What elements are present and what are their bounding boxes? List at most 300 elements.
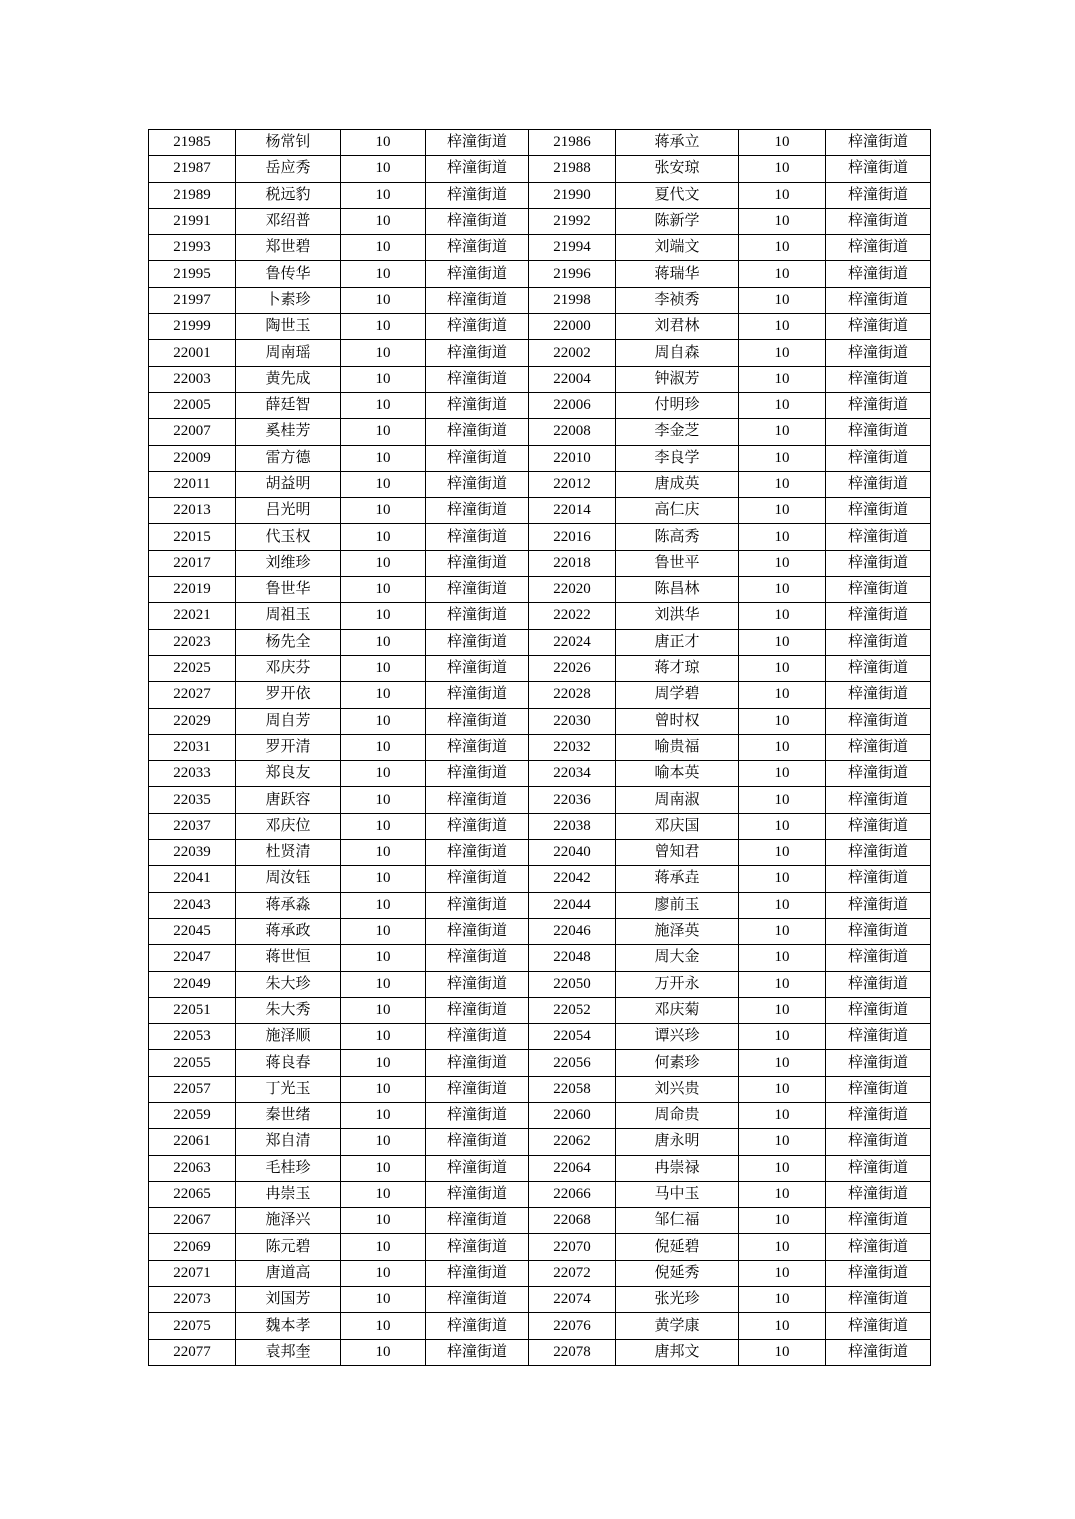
serial-number-cell: 22015	[149, 524, 236, 550]
serial-number-cell: 22032	[529, 734, 616, 760]
score-cell: 10	[739, 761, 826, 787]
serial-number-cell: 21989	[149, 182, 236, 208]
serial-number-cell: 22043	[149, 892, 236, 918]
district-cell: 梓潼街道	[826, 577, 931, 603]
person-name-cell: 廖前玉	[616, 892, 739, 918]
person-name-cell: 张安琼	[616, 156, 739, 182]
serial-number-cell: 21999	[149, 314, 236, 340]
person-name-cell: 罗开依	[236, 682, 341, 708]
score-cell: 10	[341, 1050, 426, 1076]
table-row	[149, 577, 931, 603]
serial-number-cell: 21990	[529, 182, 616, 208]
table-row	[149, 287, 931, 313]
table-row	[149, 419, 931, 445]
district-cell: 梓潼街道	[426, 366, 529, 392]
person-name-cell: 周自森	[616, 340, 739, 366]
score-cell: 10	[739, 997, 826, 1023]
score-cell: 10	[739, 1129, 826, 1155]
score-cell: 10	[341, 682, 426, 708]
score-cell: 10	[341, 550, 426, 576]
person-name-cell: 杨先全	[236, 629, 341, 655]
district-cell: 梓潼街道	[426, 997, 529, 1023]
serial-number-cell: 21985	[149, 130, 236, 156]
table-row	[149, 1102, 931, 1128]
district-cell: 梓潼街道	[826, 1076, 931, 1102]
serial-number-cell: 22052	[529, 997, 616, 1023]
district-cell: 梓潼街道	[426, 918, 529, 944]
score-cell: 10	[739, 261, 826, 287]
person-name-cell: 唐邦文	[616, 1339, 739, 1365]
district-cell: 梓潼街道	[426, 182, 529, 208]
person-name-cell: 代玉权	[236, 524, 341, 550]
person-name-cell: 倪延秀	[616, 1260, 739, 1286]
district-cell: 梓潼街道	[826, 366, 931, 392]
table-row	[149, 655, 931, 681]
district-cell: 梓潼街道	[426, 734, 529, 760]
person-name-cell: 曾时权	[616, 708, 739, 734]
table-row	[149, 840, 931, 866]
serial-number-cell: 22066	[529, 1181, 616, 1207]
person-name-cell: 罗开清	[236, 734, 341, 760]
serial-number-cell: 22040	[529, 840, 616, 866]
table-row	[149, 682, 931, 708]
district-cell: 梓潼街道	[826, 130, 931, 156]
serial-number-cell: 22037	[149, 813, 236, 839]
serial-number-cell: 22011	[149, 471, 236, 497]
district-cell: 梓潼街道	[426, 1287, 529, 1313]
score-cell: 10	[739, 813, 826, 839]
serial-number-cell: 22023	[149, 629, 236, 655]
district-cell: 梓潼街道	[826, 1208, 931, 1234]
table-row	[149, 813, 931, 839]
serial-number-cell: 21991	[149, 208, 236, 234]
serial-number-cell: 22077	[149, 1339, 236, 1365]
district-cell: 梓潼街道	[826, 445, 931, 471]
district-cell: 梓潼街道	[826, 840, 931, 866]
district-cell: 梓潼街道	[426, 892, 529, 918]
score-cell: 10	[341, 1181, 426, 1207]
serial-number-cell: 22076	[529, 1313, 616, 1339]
district-cell: 梓潼街道	[826, 1260, 931, 1286]
serial-number-cell: 22024	[529, 629, 616, 655]
score-cell: 10	[341, 156, 426, 182]
district-cell: 梓潼街道	[826, 603, 931, 629]
serial-number-cell: 21998	[529, 287, 616, 313]
district-cell: 梓潼街道	[426, 1050, 529, 1076]
score-cell: 10	[341, 1339, 426, 1365]
score-cell: 10	[341, 1129, 426, 1155]
serial-number-cell: 22006	[529, 392, 616, 418]
district-cell: 梓潼街道	[426, 1234, 529, 1260]
person-name-cell: 蒋良春	[236, 1050, 341, 1076]
person-name-cell: 李金芝	[616, 419, 739, 445]
table-row	[149, 1129, 931, 1155]
score-cell: 10	[341, 419, 426, 445]
score-cell: 10	[341, 866, 426, 892]
score-cell: 10	[739, 1024, 826, 1050]
table-row	[149, 734, 931, 760]
district-cell: 梓潼街道	[826, 813, 931, 839]
district-cell: 梓潼街道	[826, 1181, 931, 1207]
score-cell: 10	[341, 840, 426, 866]
person-name-cell: 刘维珍	[236, 550, 341, 576]
score-cell: 10	[739, 287, 826, 313]
score-cell: 10	[739, 314, 826, 340]
person-name-cell: 施泽顺	[236, 1024, 341, 1050]
serial-number-cell: 22059	[149, 1102, 236, 1128]
district-cell: 梓潼街道	[426, 524, 529, 550]
score-cell: 10	[739, 1313, 826, 1339]
district-cell: 梓潼街道	[826, 918, 931, 944]
score-cell: 10	[739, 1287, 826, 1313]
person-name-cell: 施泽英	[616, 918, 739, 944]
person-name-cell: 鲁世平	[616, 550, 739, 576]
table-row	[149, 1024, 931, 1050]
person-name-cell: 蒋承淼	[236, 892, 341, 918]
district-cell: 梓潼街道	[826, 261, 931, 287]
person-name-cell: 周大金	[616, 945, 739, 971]
score-cell: 10	[341, 1076, 426, 1102]
serial-number-cell: 22027	[149, 682, 236, 708]
score-cell: 10	[341, 1208, 426, 1234]
serial-number-cell: 21992	[529, 208, 616, 234]
person-name-cell: 蒋承政	[236, 918, 341, 944]
score-cell: 10	[341, 314, 426, 340]
score-cell: 10	[739, 471, 826, 497]
district-cell: 梓潼街道	[826, 787, 931, 813]
district-cell: 梓潼街道	[426, 971, 529, 997]
district-cell: 梓潼街道	[826, 1313, 931, 1339]
district-cell: 梓潼街道	[426, 261, 529, 287]
district-cell: 梓潼街道	[426, 840, 529, 866]
score-cell: 10	[341, 971, 426, 997]
district-cell: 梓潼街道	[826, 682, 931, 708]
person-name-cell: 周祖玉	[236, 603, 341, 629]
person-name-cell: 丁光玉	[236, 1076, 341, 1102]
person-name-cell: 蒋承立	[616, 130, 739, 156]
serial-number-cell: 21995	[149, 261, 236, 287]
person-name-cell: 魏本孝	[236, 1313, 341, 1339]
district-cell: 梓潼街道	[426, 235, 529, 261]
score-cell: 10	[739, 366, 826, 392]
table-row	[149, 1287, 931, 1313]
person-name-cell: 唐道高	[236, 1260, 341, 1286]
serial-number-cell: 22075	[149, 1313, 236, 1339]
person-name-cell: 倪延碧	[616, 1234, 739, 1260]
score-cell: 10	[739, 1181, 826, 1207]
score-cell: 10	[341, 445, 426, 471]
table-row	[149, 761, 931, 787]
district-cell: 梓潼街道	[426, 708, 529, 734]
score-cell: 10	[739, 892, 826, 918]
serial-number-cell: 22068	[529, 1208, 616, 1234]
serial-number-cell: 22036	[529, 787, 616, 813]
district-cell: 梓潼街道	[426, 130, 529, 156]
serial-number-cell: 22031	[149, 734, 236, 760]
district-cell: 梓潼街道	[426, 498, 529, 524]
person-name-cell: 岳应秀	[236, 156, 341, 182]
score-cell: 10	[341, 892, 426, 918]
table-row	[149, 156, 931, 182]
person-name-cell: 万开永	[616, 971, 739, 997]
district-cell: 梓潼街道	[826, 1155, 931, 1181]
district-cell: 梓潼街道	[426, 419, 529, 445]
district-cell: 梓潼街道	[826, 761, 931, 787]
table-row	[149, 130, 931, 156]
person-name-cell: 刘兴贵	[616, 1076, 739, 1102]
serial-number-cell: 22049	[149, 971, 236, 997]
serial-number-cell: 22019	[149, 577, 236, 603]
score-cell: 10	[739, 682, 826, 708]
table-row	[149, 971, 931, 997]
person-name-cell: 邓绍普	[236, 208, 341, 234]
person-name-cell: 郑自清	[236, 1129, 341, 1155]
district-cell: 梓潼街道	[426, 1076, 529, 1102]
score-cell: 10	[739, 1339, 826, 1365]
person-name-cell: 胡益明	[236, 471, 341, 497]
district-cell: 梓潼街道	[826, 1234, 931, 1260]
score-cell: 10	[341, 182, 426, 208]
score-cell: 10	[739, 787, 826, 813]
person-name-cell: 郑世碧	[236, 235, 341, 261]
person-name-cell: 杨常钊	[236, 130, 341, 156]
serial-number-cell: 22020	[529, 577, 616, 603]
score-cell: 10	[739, 498, 826, 524]
district-cell: 梓潼街道	[426, 287, 529, 313]
table-row	[149, 997, 931, 1023]
score-cell: 10	[739, 445, 826, 471]
person-name-cell: 周学碧	[616, 682, 739, 708]
person-name-cell: 蒋瑞华	[616, 261, 739, 287]
district-cell: 梓潼街道	[426, 1155, 529, 1181]
district-cell: 梓潼街道	[426, 550, 529, 576]
score-cell: 10	[739, 550, 826, 576]
serial-number-cell: 22002	[529, 340, 616, 366]
serial-number-cell: 22072	[529, 1260, 616, 1286]
serial-number-cell: 22067	[149, 1208, 236, 1234]
table-row	[149, 182, 931, 208]
serial-number-cell: 22058	[529, 1076, 616, 1102]
table-row	[149, 366, 931, 392]
district-cell: 梓潼街道	[426, 813, 529, 839]
district-cell: 梓潼街道	[426, 682, 529, 708]
person-name-cell: 税远豹	[236, 182, 341, 208]
district-cell: 梓潼街道	[426, 629, 529, 655]
person-name-cell: 毛桂珍	[236, 1155, 341, 1181]
district-cell: 梓潼街道	[426, 471, 529, 497]
person-name-cell: 付明珍	[616, 392, 739, 418]
table-row	[149, 603, 931, 629]
serial-number-cell: 22055	[149, 1050, 236, 1076]
district-cell: 梓潼街道	[826, 1050, 931, 1076]
score-cell: 10	[341, 208, 426, 234]
person-name-cell: 朱大珍	[236, 971, 341, 997]
district-cell: 梓潼街道	[426, 1181, 529, 1207]
serial-number-cell: 21994	[529, 235, 616, 261]
serial-number-cell: 22044	[529, 892, 616, 918]
table-row	[149, 1155, 931, 1181]
table-row	[149, 918, 931, 944]
person-name-cell: 郑良友	[236, 761, 341, 787]
district-cell: 梓潼街道	[826, 287, 931, 313]
table-row	[149, 1313, 931, 1339]
serial-number-cell: 22028	[529, 682, 616, 708]
district-cell: 梓潼街道	[426, 945, 529, 971]
score-cell: 10	[341, 761, 426, 787]
person-name-cell: 黄先成	[236, 366, 341, 392]
serial-number-cell: 22056	[529, 1050, 616, 1076]
score-cell: 10	[341, 603, 426, 629]
score-cell: 10	[341, 1287, 426, 1313]
person-name-cell: 冉崇禄	[616, 1155, 739, 1181]
score-cell: 10	[341, 130, 426, 156]
serial-number-cell: 22060	[529, 1102, 616, 1128]
serial-number-cell: 22073	[149, 1287, 236, 1313]
score-cell: 10	[341, 287, 426, 313]
score-cell: 10	[341, 1155, 426, 1181]
serial-number-cell: 22009	[149, 445, 236, 471]
score-cell: 10	[739, 734, 826, 760]
serial-number-cell: 22008	[529, 419, 616, 445]
score-cell: 10	[739, 182, 826, 208]
serial-number-cell: 21987	[149, 156, 236, 182]
person-name-cell: 邹仁福	[616, 1208, 739, 1234]
serial-number-cell: 22054	[529, 1024, 616, 1050]
score-cell: 10	[739, 1102, 826, 1128]
district-cell: 梓潼街道	[426, 577, 529, 603]
person-name-cell: 周汝钰	[236, 866, 341, 892]
person-name-cell: 喻本英	[616, 761, 739, 787]
score-cell: 10	[739, 392, 826, 418]
score-cell: 10	[739, 866, 826, 892]
district-cell: 梓潼街道	[426, 1129, 529, 1155]
district-cell: 梓潼街道	[426, 1024, 529, 1050]
score-cell: 10	[739, 1234, 826, 1260]
table-row	[149, 471, 931, 497]
district-cell: 梓潼街道	[826, 419, 931, 445]
score-cell: 10	[739, 1050, 826, 1076]
district-cell: 梓潼街道	[826, 892, 931, 918]
score-cell: 10	[341, 577, 426, 603]
score-cell: 10	[341, 1234, 426, 1260]
person-name-cell: 蒋世恒	[236, 945, 341, 971]
serial-number-cell: 22014	[529, 498, 616, 524]
table-row	[149, 1234, 931, 1260]
score-cell: 10	[341, 997, 426, 1023]
serial-number-cell: 22030	[529, 708, 616, 734]
serial-number-cell: 22029	[149, 708, 236, 734]
person-name-cell: 唐跃容	[236, 787, 341, 813]
score-cell: 10	[739, 156, 826, 182]
score-cell: 10	[341, 471, 426, 497]
serial-number-cell: 22061	[149, 1129, 236, 1155]
serial-number-cell: 22053	[149, 1024, 236, 1050]
district-cell: 梓潼街道	[426, 1102, 529, 1128]
serial-number-cell: 22070	[529, 1234, 616, 1260]
serial-number-cell: 22035	[149, 787, 236, 813]
district-cell: 梓潼街道	[826, 471, 931, 497]
district-cell: 梓潼街道	[826, 1129, 931, 1155]
district-cell: 梓潼街道	[826, 182, 931, 208]
person-name-cell: 周南淑	[616, 787, 739, 813]
table-row	[149, 261, 931, 287]
score-cell: 10	[739, 340, 826, 366]
score-cell: 10	[739, 235, 826, 261]
person-name-cell: 朱大秀	[236, 997, 341, 1023]
person-name-cell: 陈高秀	[616, 524, 739, 550]
serial-number-cell: 22013	[149, 498, 236, 524]
person-name-cell: 周南瑶	[236, 340, 341, 366]
district-cell: 梓潼街道	[426, 156, 529, 182]
serial-number-cell: 22016	[529, 524, 616, 550]
serial-number-cell: 22065	[149, 1181, 236, 1207]
district-cell: 梓潼街道	[426, 866, 529, 892]
person-name-cell: 施泽兴	[236, 1208, 341, 1234]
score-cell: 10	[341, 340, 426, 366]
serial-number-cell: 22021	[149, 603, 236, 629]
district-cell: 梓潼街道	[826, 629, 931, 655]
score-cell: 10	[341, 498, 426, 524]
score-cell: 10	[739, 1208, 826, 1234]
score-cell: 10	[739, 629, 826, 655]
person-name-cell: 鲁世华	[236, 577, 341, 603]
score-cell: 10	[341, 945, 426, 971]
serial-number-cell: 22017	[149, 550, 236, 576]
serial-number-cell: 21993	[149, 235, 236, 261]
person-name-cell: 高仁庆	[616, 498, 739, 524]
score-cell: 10	[341, 261, 426, 287]
score-cell: 10	[739, 419, 826, 445]
serial-number-cell: 22057	[149, 1076, 236, 1102]
person-name-cell: 刘洪华	[616, 603, 739, 629]
serial-number-cell: 22007	[149, 419, 236, 445]
score-cell: 10	[341, 1102, 426, 1128]
district-cell: 梓潼街道	[426, 1313, 529, 1339]
serial-number-cell: 22069	[149, 1234, 236, 1260]
serial-number-cell: 22074	[529, 1287, 616, 1313]
score-cell: 10	[739, 655, 826, 681]
district-cell: 梓潼街道	[826, 524, 931, 550]
district-cell: 梓潼街道	[826, 655, 931, 681]
score-cell: 10	[341, 629, 426, 655]
district-cell: 梓潼街道	[426, 208, 529, 234]
person-name-cell: 夏代文	[616, 182, 739, 208]
score-cell: 10	[341, 708, 426, 734]
score-cell: 10	[739, 130, 826, 156]
person-name-cell: 薛廷智	[236, 392, 341, 418]
score-cell: 10	[341, 1024, 426, 1050]
serial-number-cell: 22063	[149, 1155, 236, 1181]
score-cell: 10	[739, 208, 826, 234]
district-cell: 梓潼街道	[826, 1024, 931, 1050]
table-row	[149, 866, 931, 892]
serial-number-cell: 22026	[529, 655, 616, 681]
table-row	[149, 498, 931, 524]
person-name-cell: 秦世绪	[236, 1102, 341, 1128]
serial-number-cell: 22003	[149, 366, 236, 392]
district-cell: 梓潼街道	[426, 655, 529, 681]
table-row	[149, 892, 931, 918]
serial-number-cell: 22064	[529, 1155, 616, 1181]
serial-number-cell: 22012	[529, 471, 616, 497]
person-name-cell: 马中玉	[616, 1181, 739, 1207]
table-row	[149, 787, 931, 813]
score-cell: 10	[739, 708, 826, 734]
person-name-cell: 张光珍	[616, 1287, 739, 1313]
person-name-cell: 李祯秀	[616, 287, 739, 313]
person-name-cell: 杜贤清	[236, 840, 341, 866]
district-cell: 梓潼街道	[826, 498, 931, 524]
